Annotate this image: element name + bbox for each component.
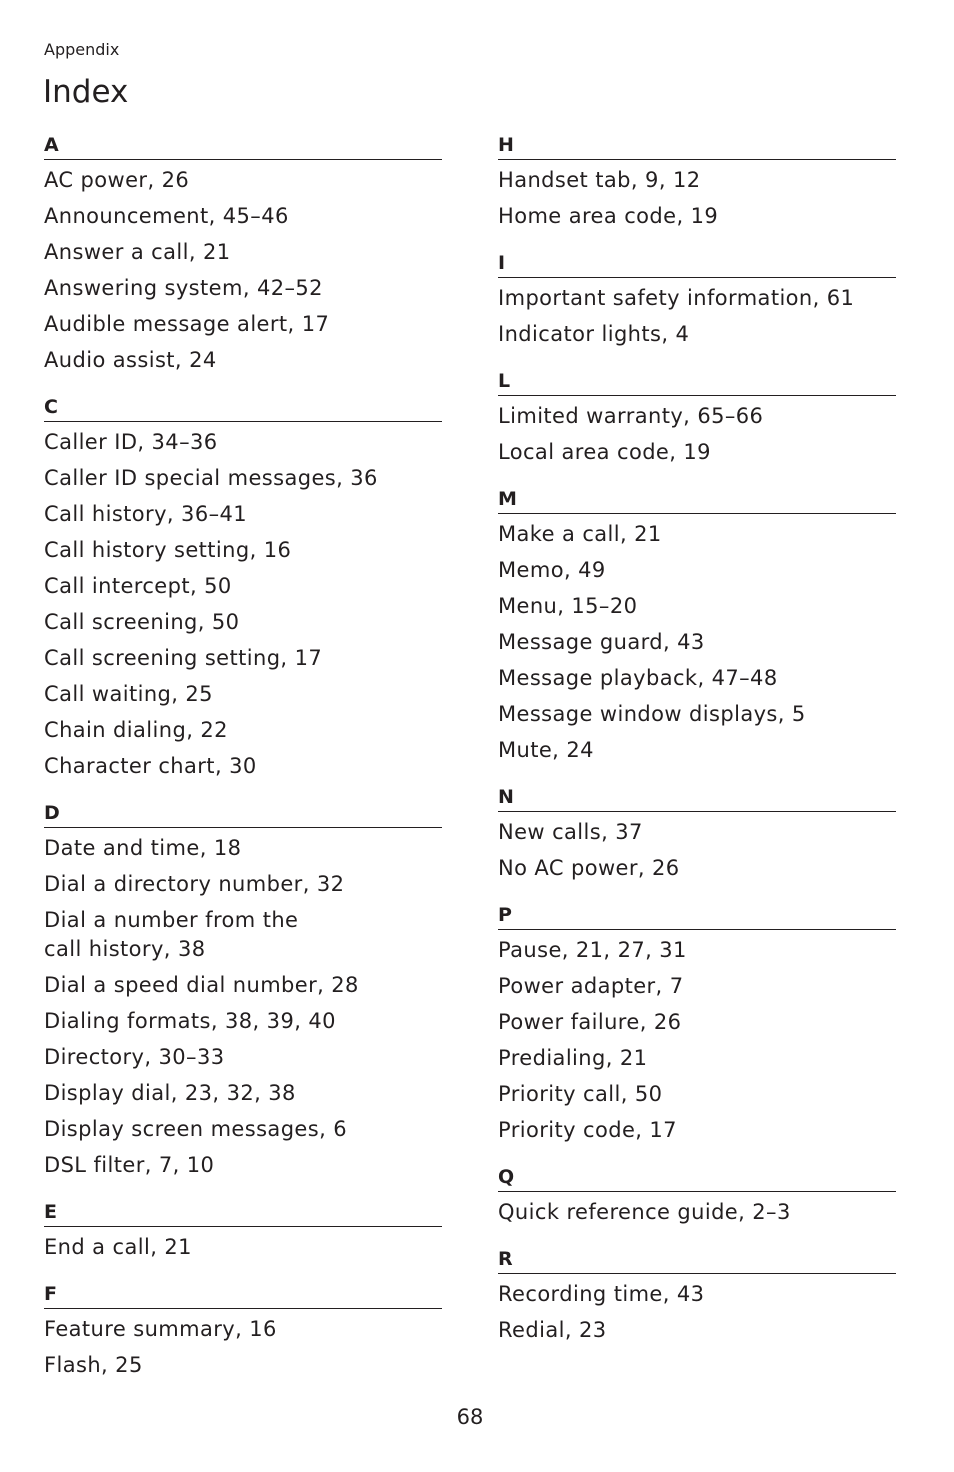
page-number: 68 [456,1405,484,1429]
index-entry: Display dial, 23, 32, 38 [44,1080,296,1105]
index-section-m [498,487,896,768]
index-entry: Home area code, 19 [498,203,719,228]
index-entry: Call screening, 50 [44,609,240,634]
index-section-l [498,369,896,470]
breadcrumb: Appendix [44,40,120,59]
section-letter: I [498,251,896,278]
index-entry: Feature summary, 16 [44,1316,277,1341]
index-section-d [44,801,442,1183]
index-entry: Call waiting, 25 [44,681,213,706]
index-entry: Dial a number from the call history, 38 [44,907,299,961]
index-entry: Message guard, 43 [498,629,705,654]
index-section-e [44,1200,442,1265]
section-letter: P [498,903,896,930]
index-section-c [44,395,442,784]
index-entry: Local area code, 19 [498,439,711,464]
index-entry: Date and time, 18 [44,835,242,860]
index-entry: Character chart, 30 [44,753,257,778]
index-entry: Caller ID special messages, 36 [44,465,378,490]
index-entry: Priority call, 50 [498,1081,663,1106]
index-section-a [44,133,442,378]
index-entry: Call screening setting, 17 [44,645,323,670]
index-entry: Audio assist, 24 [44,347,217,372]
index-section-r [498,1247,896,1348]
index-section-f [44,1282,442,1383]
index-entry: Handset tab, 9, 12 [498,167,701,192]
index-entry: Caller ID, 34–36 [44,429,218,454]
index-column-left [44,133,442,1400]
section-letter: F [44,1282,442,1309]
section-letter: A [44,133,442,160]
index-entry: Menu, 15–20 [498,593,638,618]
index-entry: Call intercept, 50 [44,573,232,598]
index-entry: Message playback, 47–48 [498,665,778,690]
index-entry: Flash, 25 [44,1352,143,1377]
index-section-i [498,251,896,352]
section-letter: D [44,801,442,828]
index-entry: Power adapter, 7 [498,973,684,998]
index-entry: Important safety information, 61 [498,285,855,310]
index-entry: Call history setting, 16 [44,537,292,562]
index-entry: Dial a directory number, 32 [44,871,345,896]
section-letter: L [498,369,896,396]
index-entry: End a call, 21 [44,1234,192,1259]
index-column-right [498,133,896,1365]
index-entry: Directory, 30–33 [44,1044,225,1069]
index-entry: Answering system, 42–52 [44,275,323,300]
index-entry: Chain dialing, 22 [44,717,228,742]
index-entry: Recording time, 43 [498,1281,705,1306]
index-entry: Priority code, 17 [498,1117,677,1142]
index-entry: Dial a speed dial number, 28 [44,972,359,997]
index-entry: Quick reference guide, 2–3 [498,1199,791,1224]
section-letter: Q [498,1165,896,1192]
index-section-q [498,1165,896,1230]
index-entry: Memo, 49 [498,557,606,582]
index-entry: New calls, 37 [498,819,643,844]
index-entry: Mute, 24 [498,737,594,762]
section-letter: R [498,1247,896,1274]
index-entry: Limited warranty, 65–66 [498,403,764,428]
index-entry: Power failure, 26 [498,1009,682,1034]
section-letter: E [44,1200,442,1227]
index-entry: Pause, 21, 27, 31 [498,937,687,962]
index-entry: No AC power, 26 [498,855,680,880]
index-section-h [498,133,896,234]
index-section-n [498,785,896,886]
index-entry: Audible message alert, 17 [44,311,330,336]
index-entry: Dialing formats, 38, 39, 40 [44,1008,336,1033]
page-title: Index [43,74,129,110]
index-entry: AC power, 26 [44,167,190,192]
index-section-p [498,903,896,1148]
section-letter: H [498,133,896,160]
index-entry: Call history, 36–41 [44,501,247,526]
section-letter: N [498,785,896,812]
index-entry: Predialing, 21 [498,1045,648,1070]
index-entry: Indicator lights, 4 [498,321,690,346]
index-entry: Announcement, 45–46 [44,203,289,228]
index-entry: Message window displays, 5 [498,701,806,726]
index-entry: Answer a call, 21 [44,239,231,264]
section-letter: M [498,487,896,514]
index-entry: DSL filter, 7, 10 [44,1152,215,1177]
index-entry: Display screen messages, 6 [44,1116,347,1141]
section-letter: C [44,395,442,422]
index-entry: Redial, 23 [498,1317,607,1342]
index-entry: Make a call, 21 [498,521,662,546]
